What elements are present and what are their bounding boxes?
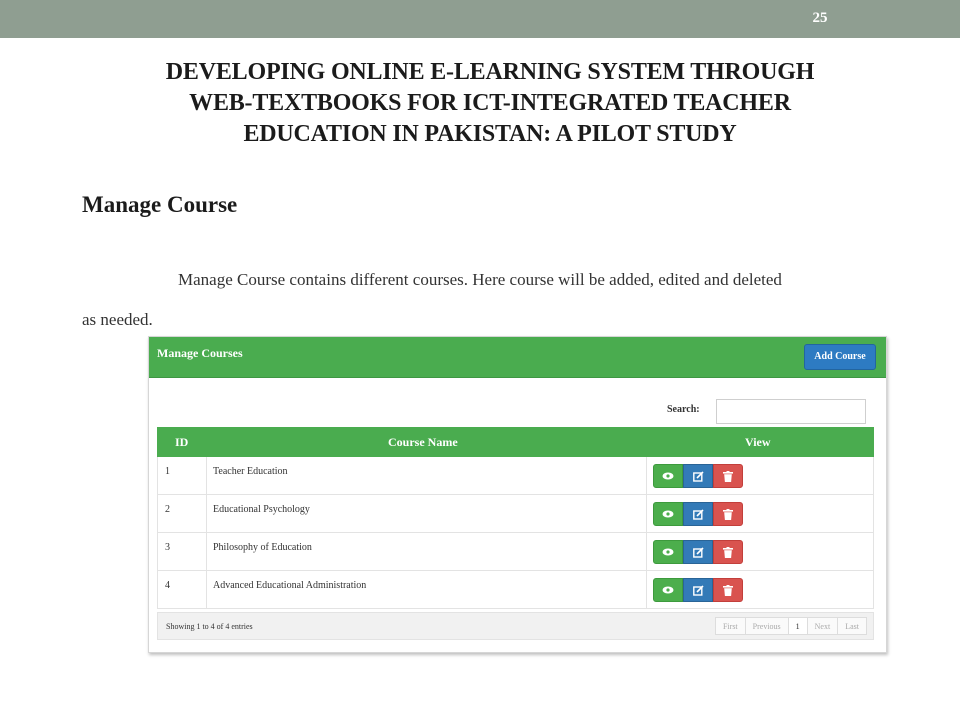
column-header-id[interactable]: ID	[175, 435, 189, 449]
paragraph-line-2: as needed.	[82, 310, 153, 329]
column-divider	[206, 457, 207, 495]
table-row	[157, 571, 874, 609]
pagination-first[interactable]: First	[715, 617, 746, 635]
pagination-next[interactable]: Next	[807, 617, 839, 635]
course-name: Advanced Educational Administration	[213, 580, 367, 591]
column-divider	[646, 495, 647, 533]
course-id: 1	[165, 466, 170, 477]
slide-top-bar	[0, 0, 960, 38]
edit-icon	[693, 547, 704, 558]
table-header	[157, 427, 874, 457]
course-name: Educational Psychology	[213, 504, 310, 515]
edit-button[interactable]	[683, 502, 713, 526]
column-divider	[206, 571, 207, 609]
delete-button[interactable]	[713, 540, 743, 564]
title-line-2: WEB-TEXTBOOKS FOR ICT-INTEGRATED TEACHER	[189, 90, 791, 116]
table-footer	[157, 612, 874, 640]
edit-button[interactable]	[683, 540, 713, 564]
table-row	[157, 533, 874, 571]
eye-icon	[662, 472, 674, 480]
add-course-button[interactable]: Add Course	[804, 344, 876, 370]
column-header-view[interactable]: View	[745, 435, 771, 449]
pagination	[716, 617, 867, 635]
trash-icon	[723, 547, 733, 558]
manage-courses-panel	[148, 336, 887, 653]
edit-button[interactable]	[683, 578, 713, 602]
search-label: Search:	[667, 404, 700, 415]
delete-button[interactable]	[713, 502, 743, 526]
view-button[interactable]	[653, 502, 683, 526]
title-line-3: EDUCATION IN PAKISTAN: A PILOT STUDY	[243, 121, 737, 147]
course-id: 2	[165, 504, 170, 515]
edit-button[interactable]	[683, 464, 713, 488]
edit-icon	[693, 509, 704, 520]
slide-title	[150, 57, 830, 150]
edit-icon	[693, 585, 704, 596]
view-button[interactable]	[653, 578, 683, 602]
table-row	[157, 495, 874, 533]
eye-icon	[662, 510, 674, 518]
column-header-course-name[interactable]: Course Name	[388, 435, 458, 449]
panel-header	[149, 337, 886, 378]
delete-button[interactable]	[713, 464, 743, 488]
course-id: 3	[165, 542, 170, 553]
column-divider	[206, 495, 207, 533]
pagination-last[interactable]: Last	[837, 617, 867, 635]
column-divider	[646, 571, 647, 609]
paragraph-line-1: Manage Course contains different courses. Here course will be added, edited and deleted	[178, 270, 782, 289]
pagination-previous[interactable]: Previous	[745, 617, 789, 635]
eye-icon	[662, 586, 674, 594]
panel-title: Manage Courses	[157, 346, 243, 360]
edit-icon	[693, 471, 704, 482]
column-divider	[646, 457, 647, 495]
search-input[interactable]	[716, 399, 866, 424]
course-name: Teacher Education	[213, 466, 288, 477]
table-row	[157, 457, 874, 495]
entries-info: Showing 1 to 4 of 4 entries	[166, 622, 253, 631]
title-line-1: DEVELOPING ONLINE E-LEARNING SYSTEM THROUGH	[165, 59, 815, 85]
course-name: Philosophy of Education	[213, 542, 312, 553]
page-number: 25	[812, 10, 828, 26]
delete-button[interactable]	[713, 578, 743, 602]
view-button[interactable]	[653, 464, 683, 488]
column-divider	[206, 533, 207, 571]
course-id: 4	[165, 580, 170, 591]
trash-icon	[723, 471, 733, 482]
column-divider	[646, 533, 647, 571]
pagination-page-1[interactable]: 1	[788, 617, 808, 635]
view-button[interactable]	[653, 540, 683, 564]
section-heading: Manage Course	[82, 192, 238, 217]
eye-icon	[662, 548, 674, 556]
trash-icon	[723, 585, 733, 596]
trash-icon	[723, 509, 733, 520]
